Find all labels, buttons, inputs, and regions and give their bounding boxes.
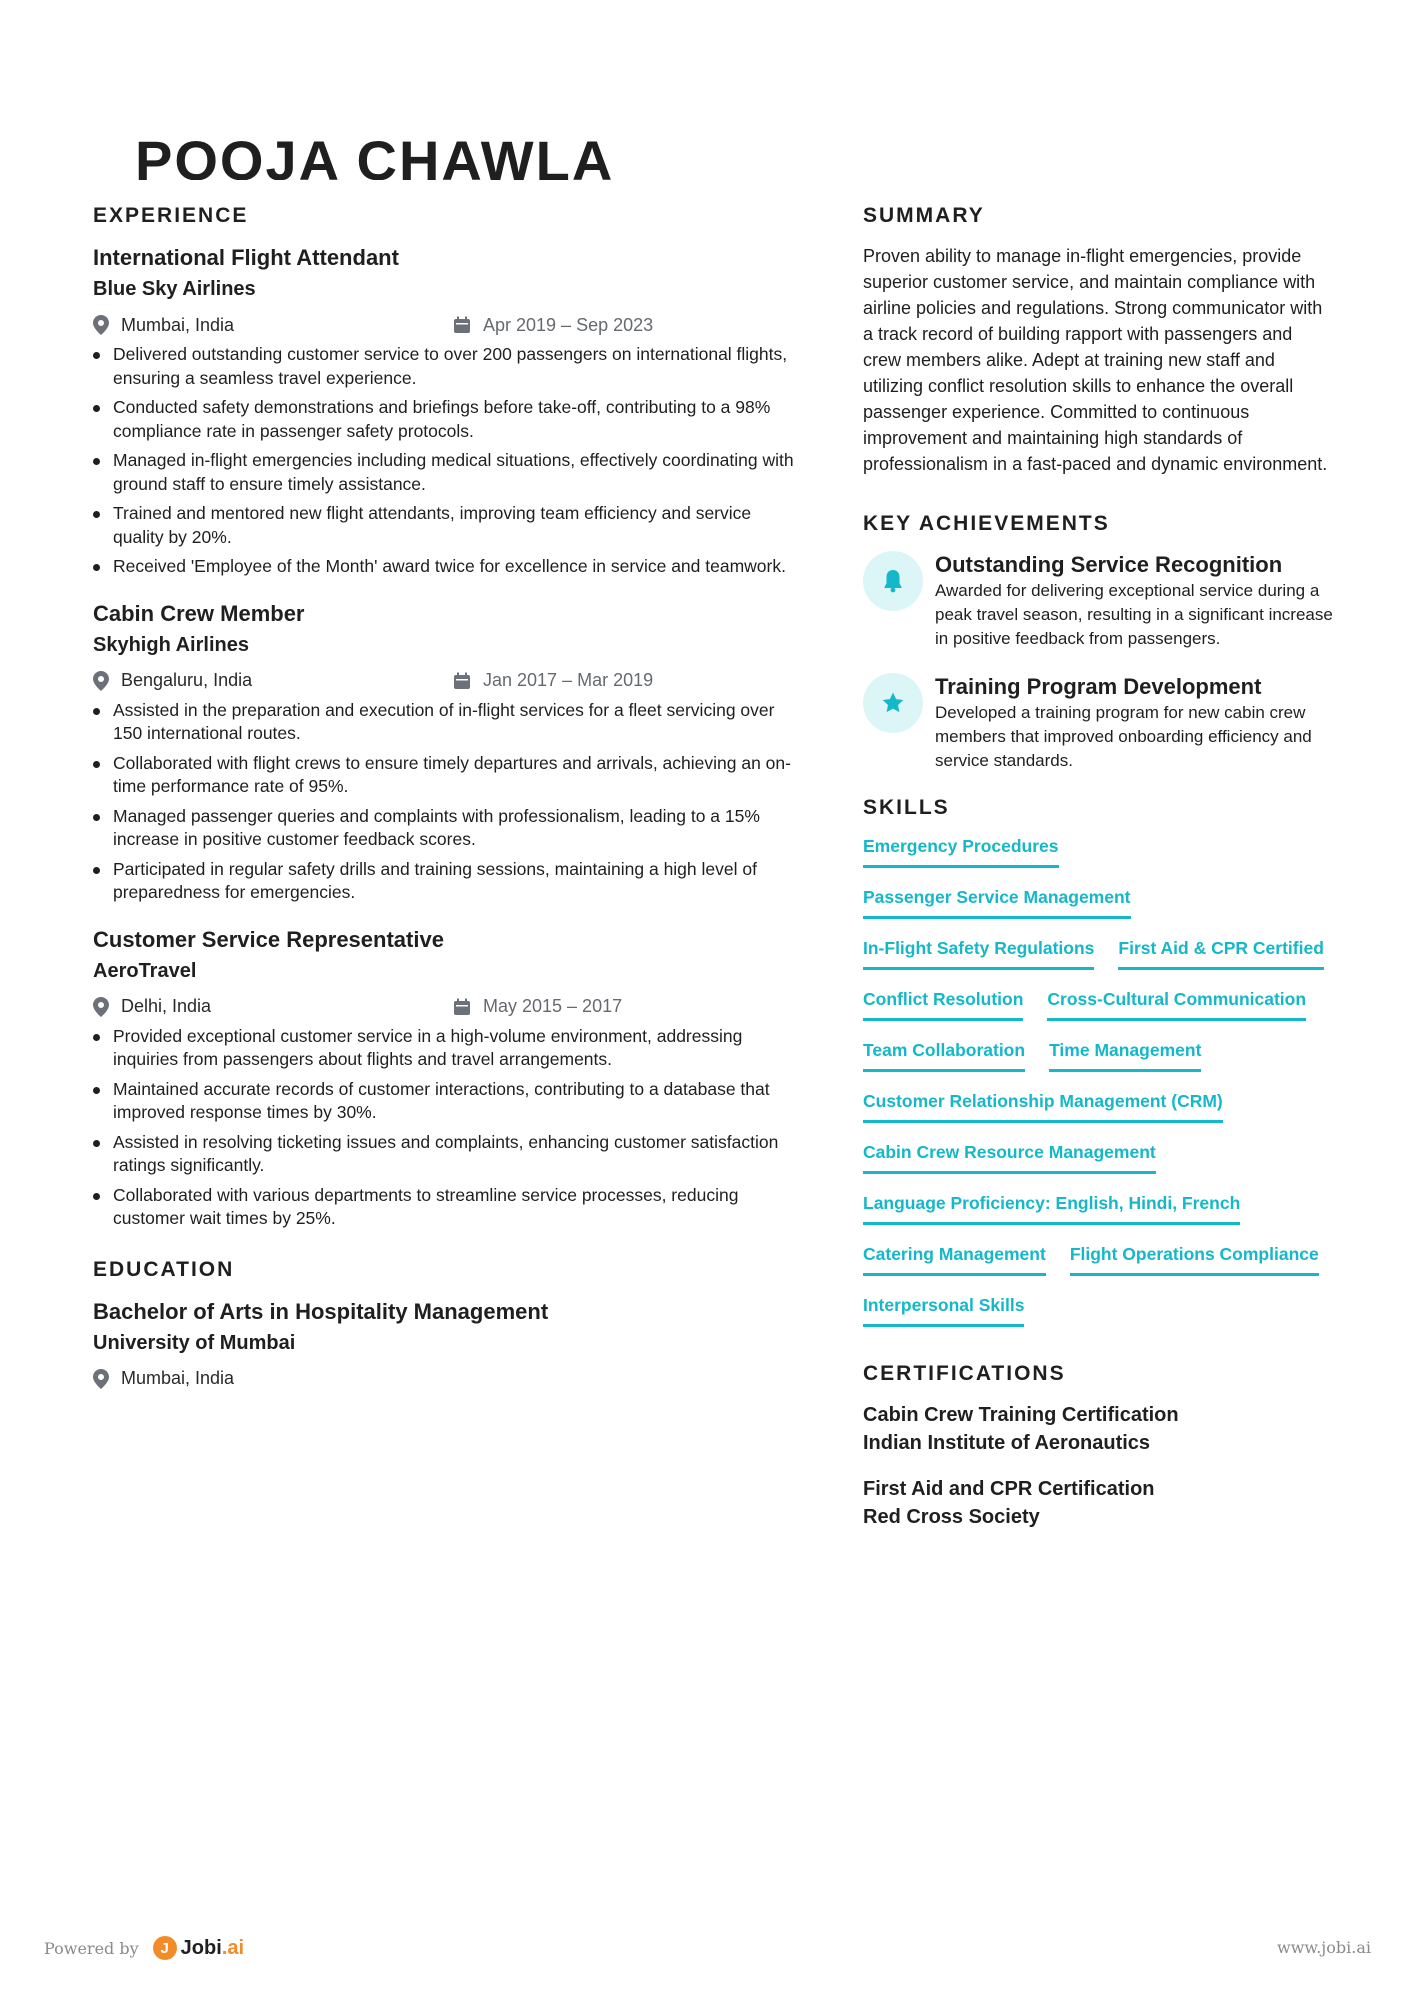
skill-tag: Flight Operations Compliance [1070,1243,1319,1276]
bullet-item: Collaborated with flight crews to ensure timely departures and arrivals, achieving an on-time performance rate of 95%. [93,752,803,799]
job-location [93,315,453,336]
summary-text: Proven ability to manage in-flight emergencies, provide superior customer service, and maintain compliance with airline policies and regulations. Strong communicator with a track record of building rapport with passengers and crew members alike. Adept at training new staff and utilizing conflict resolution skills to enhance the overall passenger experience. Committed to continuous improvement and maintaining high standards of professionalism in a fast-paced and dynamic environment. [863,246,1328,474]
candidate-name: POOJA CHAWLA [135,129,615,180]
job-bullets [93,699,803,905]
star-icon [863,673,923,733]
skills-list [863,835,1333,1327]
section-title-certifications: CERTIFICATIONS [863,1362,1066,1385]
bullet-item: Conducted safety demonstrations and briefings before take-off, contributing to a 98% compliance rate in passenger safety protocols. [93,396,803,443]
education-meta [93,1365,803,1393]
skill-tag: In-Flight Safety Regulations [863,937,1094,970]
certification-issuer: Red Cross Society [863,1506,1040,1528]
job-location [93,670,453,691]
achievement-description: Developed a training program for new cabin crew members that improved onboarding efficiency and service standards. [935,703,1312,770]
achievement-body [935,673,1333,773]
location-text: Delhi, India [121,996,212,1016]
job-bullets [93,1025,803,1231]
bullet-item: Maintained accurate records of customer interactions, contributing to a database that improved response times by 30%. [93,1078,803,1125]
calendar-icon [453,998,471,1016]
footer-website-link[interactable]: www.jobi.ai [1277,1938,1371,1957]
skill-tag: Language Proficiency: English, Hindi, French [863,1192,1240,1225]
job-entry [93,599,803,905]
job-dates [453,670,653,691]
location-text: Mumbai, India [121,1368,235,1388]
education-location [93,1368,453,1389]
jobi-logo[interactable] [153,1936,244,1960]
skill-tag: Conflict Resolution [863,988,1023,1021]
bullet-item: Provided exceptional customer service in a high-volume environment, addressing inquiries from passengers about flights and travel arrangements. [93,1025,803,1072]
left-column [93,203,803,1397]
skill-tag: First Aid & CPR Certified [1118,937,1323,970]
achievements-list [863,551,1333,773]
location-text: Mumbai, India [121,314,235,335]
location-text: Bengaluru, India [121,670,253,690]
certifications-list [863,1401,1333,1531]
section-title-skills: SKILLS [863,796,950,819]
skill-tag: Cabin Crew Resource Management [863,1141,1156,1174]
skill-tag: Catering Management [863,1243,1046,1276]
bullet-item: Managed passenger queries and complaints with professionalism, leading to a 15% increase in positive customer feedback scores. [93,805,803,852]
logo-main-text: Jobi [180,1936,222,1959]
job-entry [93,243,803,579]
achievement-item [863,551,1333,651]
job-title: Cabin Crew Member [93,600,305,626]
location-pin-icon [93,315,109,335]
skill-tag: Customer Relationship Management (CRM) [863,1090,1223,1123]
location-pin-icon [93,671,109,691]
right-column [863,203,1333,1549]
certification-item [863,1401,1333,1457]
achievement-title: Outstanding Service Recognition [935,552,1283,577]
skill-tag: Time Management [1049,1039,1201,1072]
achievement-item [863,673,1333,773]
achievement-body [935,551,1333,651]
certification-issuer: Indian Institute of Aeronautics [863,1432,1151,1454]
section-title-achievements: KEY ACHIEVEMENTS [863,512,1110,535]
experience-list [93,243,803,1231]
certification-title: First Aid and CPR Certification [863,1478,1155,1500]
location-pin-icon [93,997,109,1017]
certification-title: Cabin Crew Training Certification [863,1404,1179,1426]
job-meta [93,311,803,339]
job-title: International Flight Attendant [93,245,399,270]
job-entry [93,925,803,1231]
skill-tag: Interpersonal Skills [863,1294,1024,1327]
job-dates [453,996,622,1017]
dates-text: Jan 2017 – Mar 2019 [483,670,654,690]
dates-text: Apr 2019 – Sep 2023 [483,314,654,335]
certification-item [863,1475,1333,1531]
bullet-item: Delivered outstanding customer service to over 200 passengers on international flights, ensuring a seamless travel experience. [93,343,803,390]
section-title-summary: SUMMARY [863,204,985,227]
job-location [93,996,453,1017]
bullet-item: Managed in-flight emergencies including medical situations, effectively coordinating with ground staff to ensure timely assistance. [93,449,803,496]
logo-suffix-text: .ai [221,1936,245,1959]
skill-tag: Team Collaboration [863,1039,1025,1072]
calendar-icon [453,672,471,690]
bullet-item: Received 'Employee of the Month' award twice for excellence in service and teamwork. [93,555,803,579]
location-pin-icon [93,1369,109,1389]
education-section [93,1257,803,1393]
footer-powered-by [44,1936,244,1960]
job-meta [93,667,803,695]
job-title: Customer Service Representative [93,926,444,952]
section-title-experience: EXPERIENCE [93,204,249,227]
bullet-item: Trained and mentored new flight attendants, improving team efficiency and service quality by 20%. [93,502,803,549]
badge-icon [863,551,923,611]
dates-text: May 2015 – 2017 [483,996,623,1016]
jobi-logo-text [181,1937,244,1960]
school-name: University of Mumbai [93,1331,296,1354]
bullet-item: Assisted in the preparation and execution of in-flight services for a fleet servicing over 150 international routes. [93,699,803,746]
bullet-item: Assisted in resolving ticketing issues and complaints, enhancing customer satisfaction ratings significantly. [93,1131,803,1178]
company-name: Blue Sky Airlines [93,278,256,300]
skill-tag: Emergency Procedures [863,835,1059,868]
job-meta [93,993,803,1021]
company-name: AeroTravel [93,959,197,982]
company-name: Skyhigh Airlines [93,633,249,656]
bullet-item: Collaborated with various departments to streamline service processes, reducing customer wait times by 25%. [93,1184,803,1231]
skill-tag: Passenger Service Management [863,886,1131,919]
achievement-title: Training Program Development [935,674,1262,699]
degree-title: Bachelor of Arts in Hospitality Management [93,1298,549,1324]
section-title-education: EDUCATION [93,1257,235,1281]
powered-by-text: Powered by [44,1938,139,1958]
achievement-description: Awarded for delivering exceptional service during a peak travel season, resulting in a significant increase in positive feedback from passengers. [935,581,1333,648]
job-bullets [93,343,803,579]
jobi-logo-icon: J [153,1936,177,1960]
job-dates [453,315,653,336]
bullet-item: Participated in regular safety drills and training sessions, maintaining a high level of preparedness for emergencies. [93,858,803,905]
calendar-icon [453,316,471,334]
skill-tag: Cross-Cultural Communication [1047,988,1306,1021]
